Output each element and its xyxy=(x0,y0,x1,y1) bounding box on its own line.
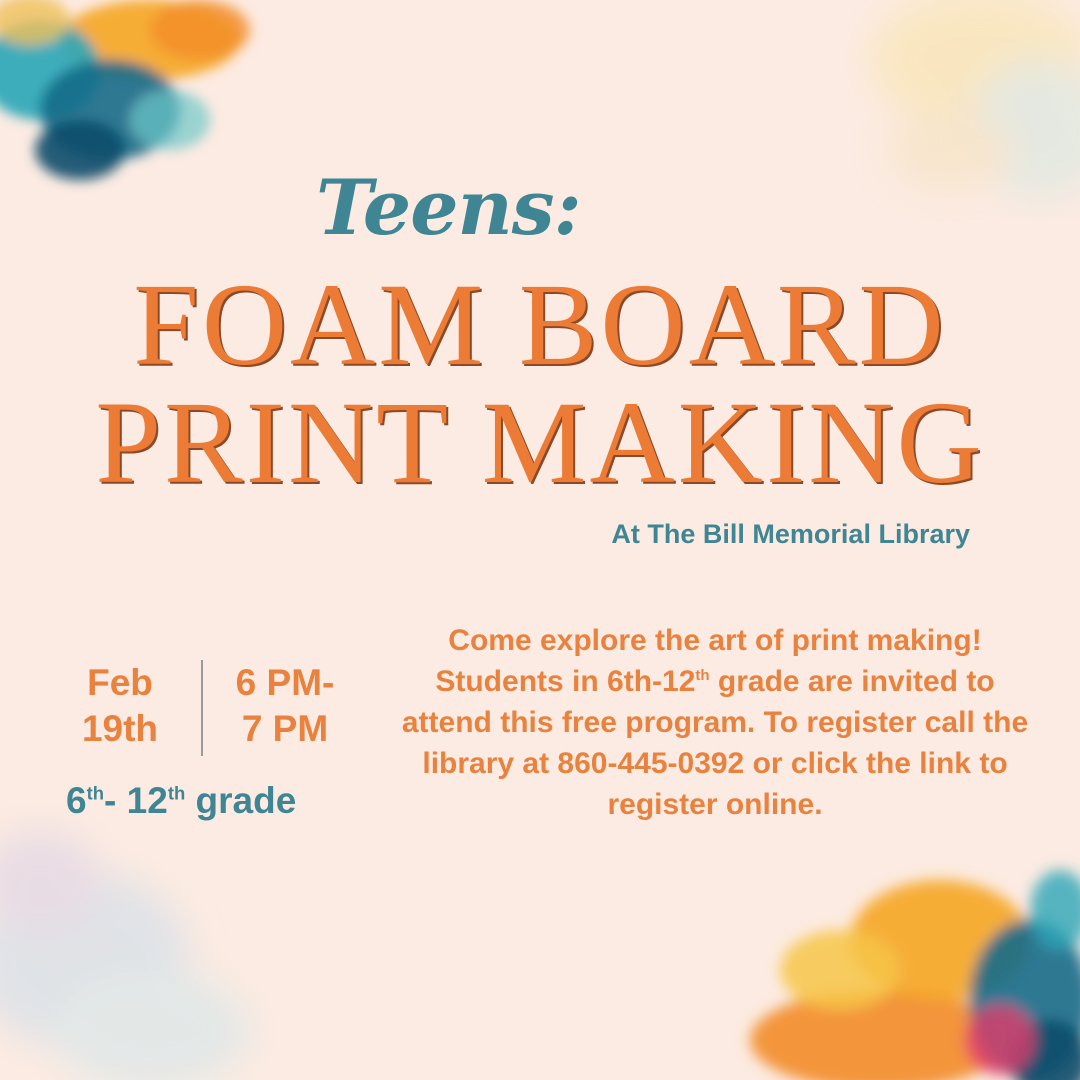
event-date-day: 19th xyxy=(81,708,159,749)
event-time xyxy=(210,660,360,752)
date-time-block xyxy=(72,660,372,770)
watercolor-splash-top-right xyxy=(780,0,1080,300)
event-time-end: 7 PM xyxy=(241,708,329,749)
teens-kicker: Teens: xyxy=(316,163,581,252)
watercolor-splash-bottom-left xyxy=(0,780,300,1080)
watercolor-splash-top-left xyxy=(0,0,300,220)
event-description: Come explore the art of print making! Students in 6th-12th grade are invited to attend this free program. To register call the library at 860-445-0392 or click the link to register online. xyxy=(401,624,1029,821)
library-location: At The Bill Memorial Library xyxy=(611,519,970,549)
event-date xyxy=(72,660,168,752)
event-time-start: 6 PM- xyxy=(235,662,335,703)
title-line-1: FOAM BOARD xyxy=(133,259,947,390)
date-time-divider xyxy=(201,660,203,756)
watercolor-splash-bottom-right xyxy=(700,820,1080,1080)
event-date-month: Feb xyxy=(87,662,153,703)
title-line-2: PRINT MAKING xyxy=(95,377,985,508)
grade-range: 6th- 12th grade xyxy=(66,780,297,821)
